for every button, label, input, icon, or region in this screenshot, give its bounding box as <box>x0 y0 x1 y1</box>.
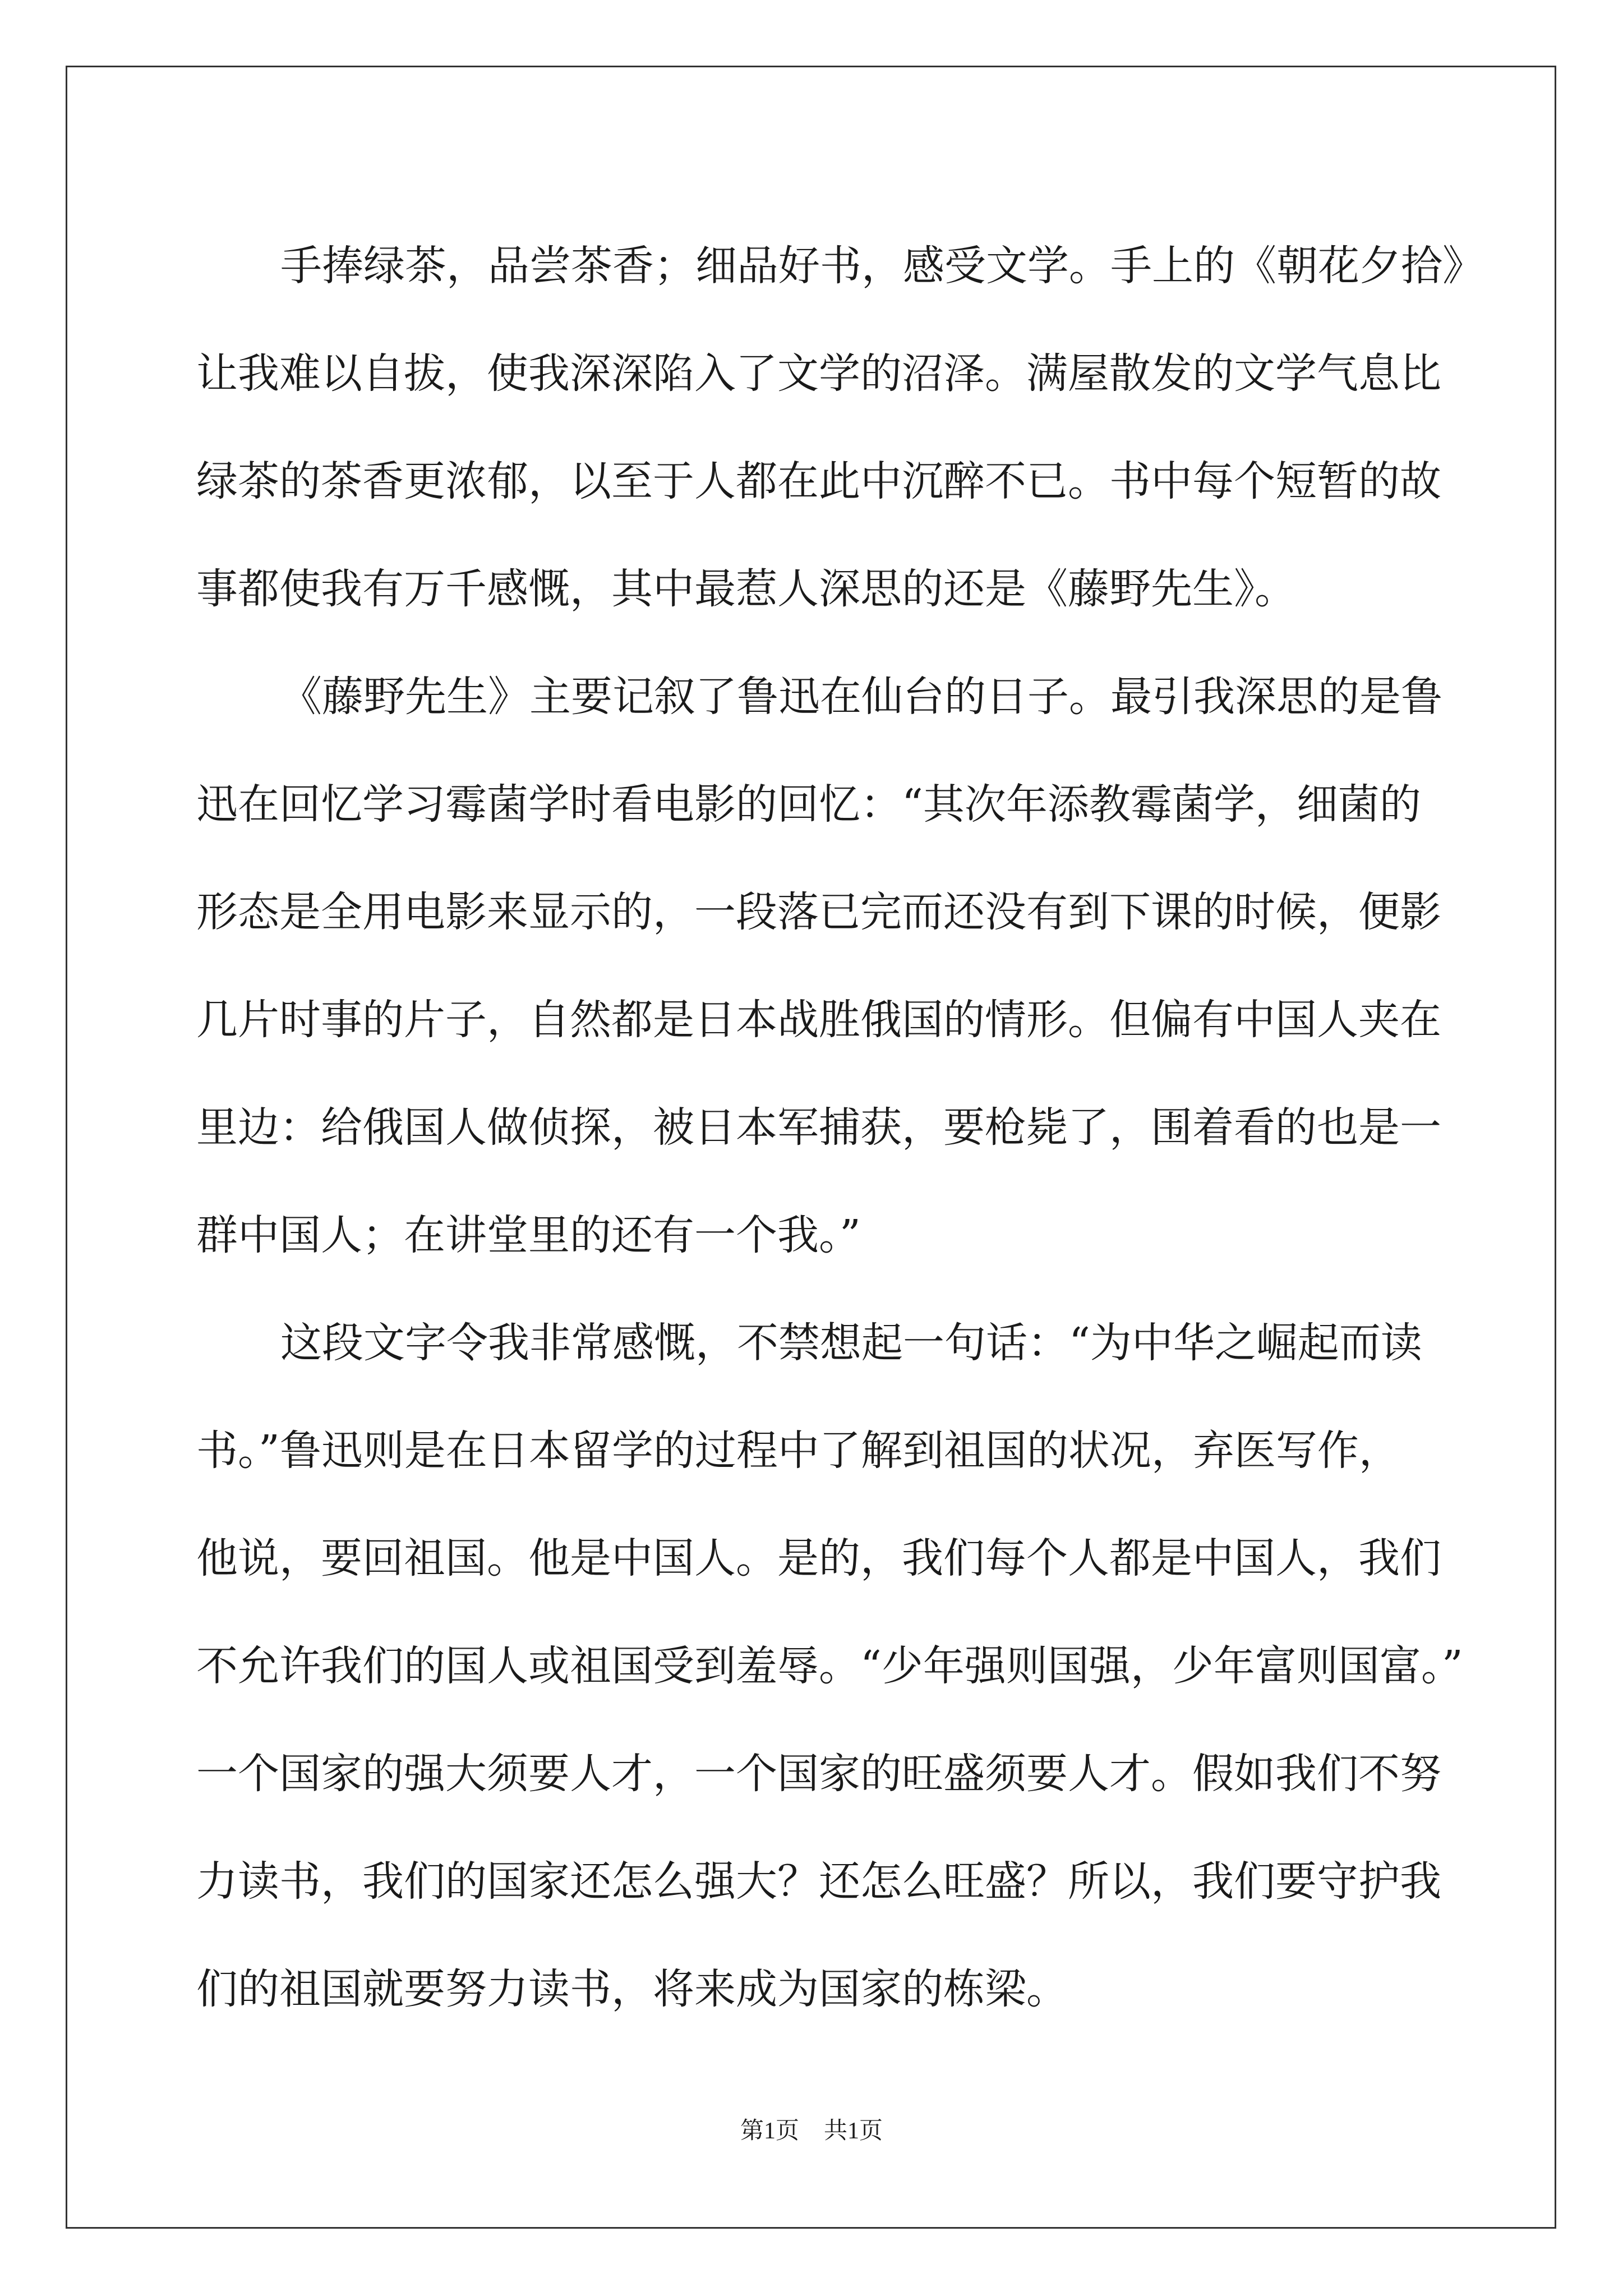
paragraph-3-line-2: 书。”鲁迅则是在日本留学的过程中了解到祖国的状况，弃医写作， <box>196 1427 1400 1475</box>
paragraph-3-line-1: 这段文字令我非常感慨，不禁想起一句话：“为中华之崛起而读 <box>280 1319 1422 1367</box>
paragraph-2-line-4: 几片时事的片子，自然都是日本战胜俄国的情形。但偏有中国人夹在 <box>196 996 1441 1044</box>
paragraph-1-line-3: 绿茶的茶香更浓郁，以至于人都在此中沉醉不已。书中每个短暂的故 <box>196 457 1441 505</box>
paragraph-1-line-1: 手捧绿茶，品尝茶香；细品好书，感受文学。手上的《朝花夕拾》 <box>280 242 1484 290</box>
paragraph-1-line-2: 让我难以自拔，使我深深陷入了文学的沼泽。满屋散发的文学气息比 <box>196 349 1441 398</box>
paragraph-2-line-3: 形态是全用电影来显示的，一段落已完而还没有到下课的时候，便影 <box>196 888 1441 936</box>
paragraph-3-line-3: 他说，要回祖国。他是中国人。是的，我们每个人都是中国人，我们 <box>196 1534 1441 1582</box>
page-footer <box>0 2112 1623 2146</box>
paragraph-1-line-4: 事都使我有万千感慨，其中最惹人深思的还是《藤野先生》。 <box>196 565 1296 613</box>
document-body <box>196 212 1497 2043</box>
paragraph-3-line-7: 们的祖国就要努力读书，将来成为国家的栋梁。 <box>196 1965 1068 2013</box>
paragraph-2-line-1: 《藤野先生》主要记叙了鲁迅在仙台的日子。最引我深思的是鲁 <box>280 673 1442 721</box>
paragraph-2-line-5: 里边：给俄国人做侦探，被日本军捕获，要枪毙了，围着看的也是一 <box>196 1103 1441 1152</box>
page-number-current: 第1页 <box>740 2118 799 2144</box>
paragraph-3-line-4: 不允许我们的国人或祖国受到羞辱。“少年强则国强，少年富则国富。” <box>196 1642 1463 1690</box>
paragraph-2-line-2: 迅在回忆学习霉菌学时看电影的回忆：“其次年添教霉菌学，细菌的 <box>196 780 1421 829</box>
paragraph-2-line-6: 群中国人；在讲堂里的还有一个我。” <box>196 1211 861 1259</box>
paragraph-3-line-5: 一个国家的强大须要人才，一个国家的旺盛须要人才。假如我们不努 <box>196 1750 1441 1798</box>
paragraph-3-line-6: 力读书，我们的国家还怎么强大？还怎么旺盛？所以，我们要守护我 <box>196 1857 1441 1906</box>
page-number-total: 共1页 <box>824 2118 883 2144</box>
